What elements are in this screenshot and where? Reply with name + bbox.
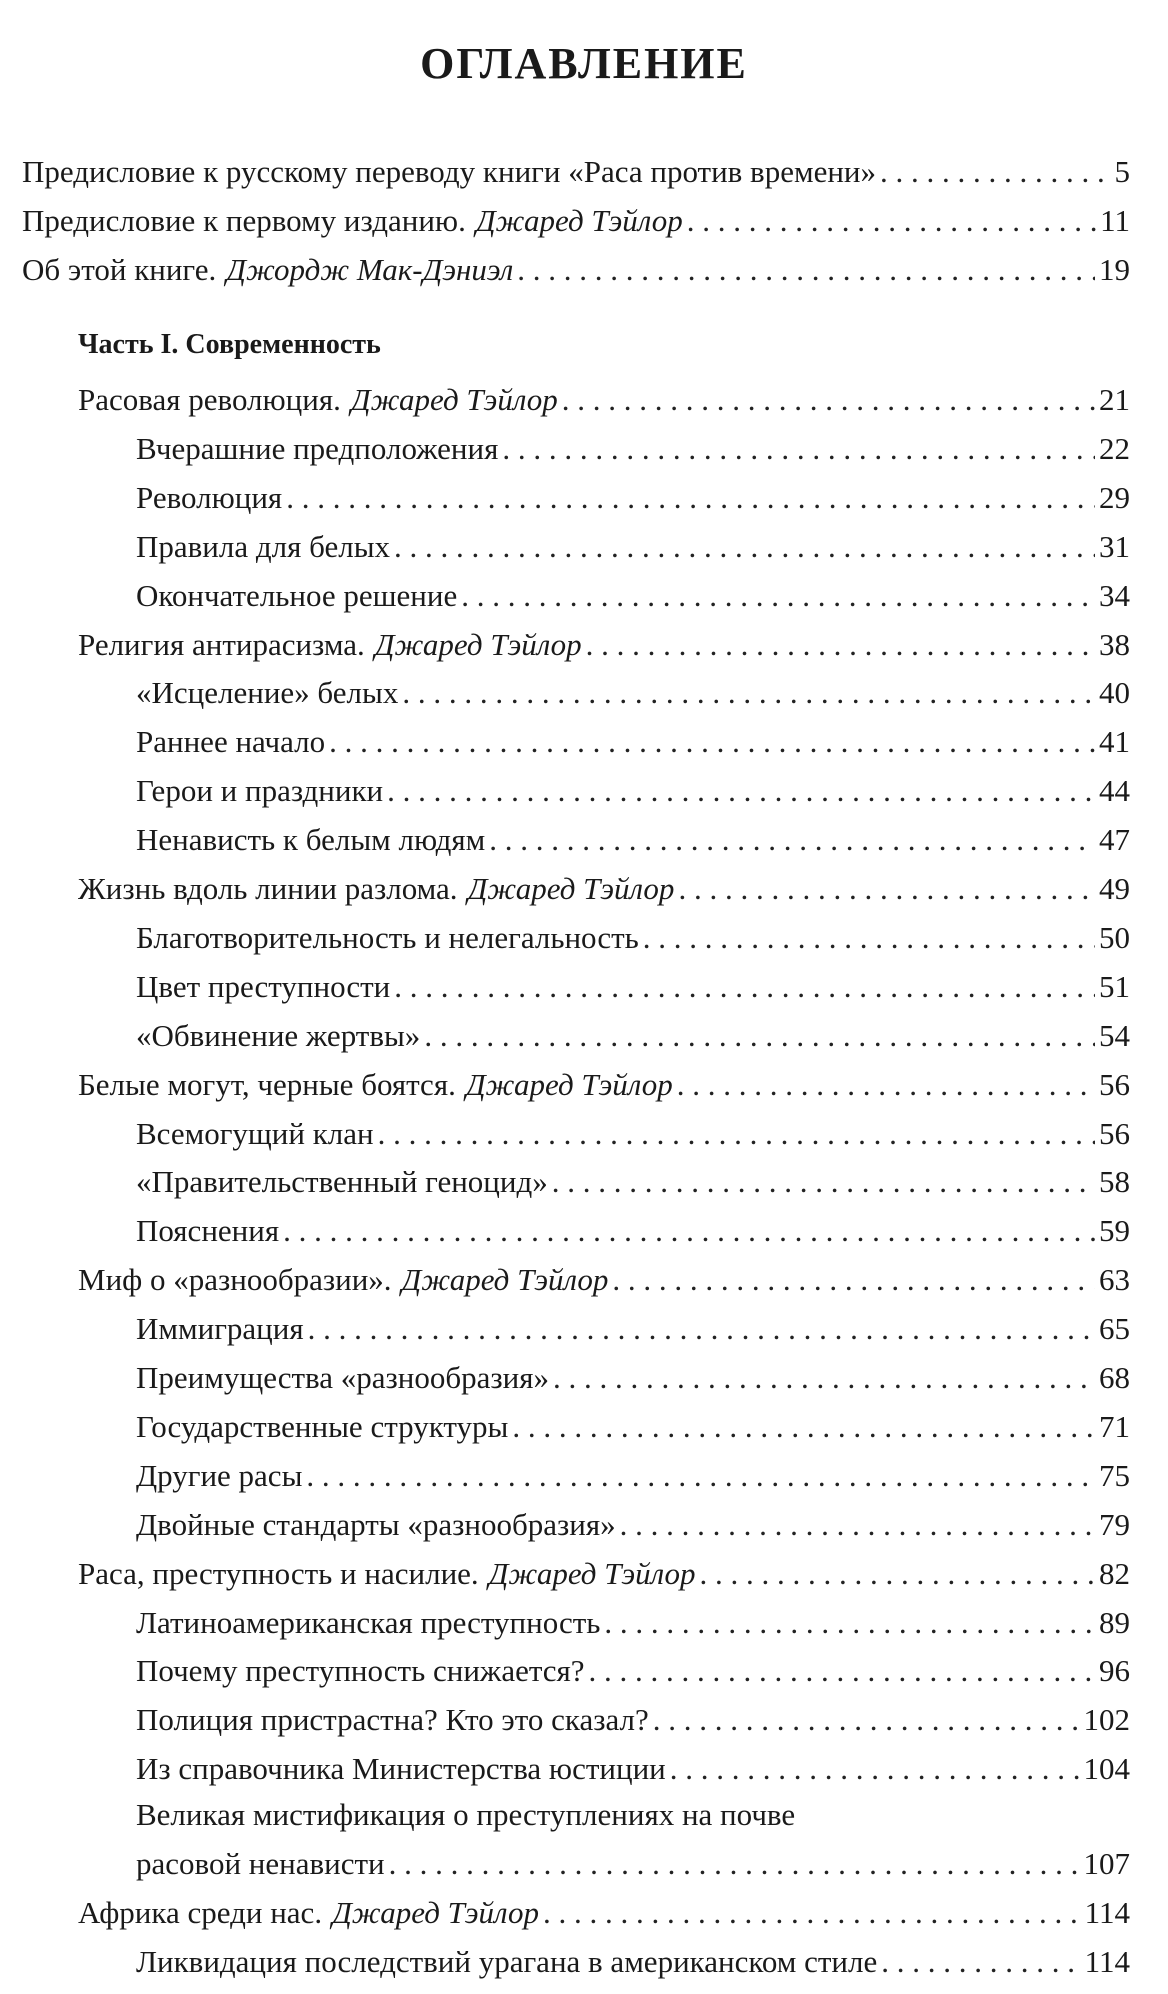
entry-title: Окончательное решение xyxy=(136,577,458,613)
leader-dots xyxy=(394,967,1095,1007)
entry-page: 21 xyxy=(1099,382,1130,417)
leader-dots xyxy=(389,1844,1080,1884)
leader-dots xyxy=(687,201,1096,241)
toc-entry xyxy=(136,1942,1130,1982)
entry-title: Вчерашние предположения xyxy=(136,430,499,466)
leader-dots xyxy=(553,1358,1095,1398)
entry-author: Джаред Тэйлор xyxy=(401,1262,609,1298)
toc-entry xyxy=(136,967,1130,1007)
entry-author: Джаред Тэйлор xyxy=(374,626,582,662)
entry-title: Жизнь вдоль линии разлома. xyxy=(78,871,458,906)
entry-page: 96 xyxy=(1099,1653,1130,1689)
entry-page: 5 xyxy=(1114,154,1130,189)
leader-dots xyxy=(670,1749,1080,1789)
leader-dots xyxy=(394,527,1095,567)
leader-dots xyxy=(387,771,1095,811)
entry-title: Государственные структуры xyxy=(136,1408,509,1444)
entry-page: 65 xyxy=(1099,1311,1130,1347)
leader-dots xyxy=(308,1309,1095,1349)
wrapped-entry-line1: Великая мистификация о преступлениях на почве xyxy=(136,1797,796,1832)
toc-entry xyxy=(136,1407,1130,1447)
entry-title: Об этой книге. xyxy=(22,252,217,287)
toc-entry xyxy=(136,1749,1130,1789)
entry-author: Джордж Мак-Дэниэл xyxy=(226,252,514,287)
leader-dots xyxy=(378,1114,1095,1154)
entry-title: «Исцеление» белых xyxy=(136,675,399,711)
toc-entry xyxy=(78,1260,1130,1300)
entry-page: 11 xyxy=(1100,203,1130,238)
entry-page: 71 xyxy=(1099,1408,1130,1444)
toc-entry xyxy=(136,1651,1130,1691)
entry-title: Миф о «разнообразии». xyxy=(78,1262,392,1298)
entry-author: Джаред Тэйлор xyxy=(465,1066,673,1102)
entry-page: 56 xyxy=(1099,1066,1130,1102)
leader-dots xyxy=(512,1407,1095,1447)
entry-page: 68 xyxy=(1099,1360,1130,1395)
entry-page: 51 xyxy=(1099,968,1130,1004)
leader-dots xyxy=(653,1700,1080,1740)
entry-title: Герои и праздники xyxy=(136,773,384,809)
leader-dots xyxy=(283,1211,1095,1251)
entry-page: 38 xyxy=(1099,626,1130,662)
entry-title: Раннее начало xyxy=(136,724,326,760)
entry-title: Иммиграция xyxy=(136,1311,304,1347)
entry-title: Благотворительность и нелегальность xyxy=(136,919,639,955)
toc-entry xyxy=(78,625,1130,665)
entry-page: 49 xyxy=(1099,871,1130,906)
entry-title: Религия антирасизма. xyxy=(78,626,365,662)
toc-entry xyxy=(136,673,1130,713)
toc-entry xyxy=(136,1114,1130,1154)
toc-entry xyxy=(136,1456,1130,1496)
entry-title: Революция xyxy=(136,479,283,515)
entry-title: «Правительственный геноцид» xyxy=(136,1164,548,1200)
leader-dots xyxy=(502,429,1095,469)
entry-title: Из справочника Министерства юстиции xyxy=(136,1751,666,1787)
entry-title: Преимущества «разнообразия» xyxy=(136,1360,550,1395)
entry-page: 54 xyxy=(1099,1017,1130,1053)
toc-entry xyxy=(136,1700,1130,1740)
entry-page: 47 xyxy=(1099,822,1130,858)
entry-title: Ликвидация последствий урагана в американском стиле xyxy=(136,1944,878,1979)
entry-title: расовой ненависти xyxy=(136,1846,385,1881)
entry-title: Пояснения xyxy=(136,1213,280,1249)
entry-page: 31 xyxy=(1099,528,1130,564)
leader-dots xyxy=(461,576,1095,616)
entry-page: 114 xyxy=(1084,1944,1130,1979)
entry-title: Цвет преступности xyxy=(136,968,391,1004)
leader-dots xyxy=(620,1505,1095,1545)
entry-title: Африка среди нас. xyxy=(78,1895,323,1930)
entry-page: 114 xyxy=(1084,1895,1130,1930)
entry-title: Расовая революция. xyxy=(78,382,341,417)
entry-page: 75 xyxy=(1099,1457,1130,1493)
entry-title: Правила для белых xyxy=(136,528,391,564)
leader-dots xyxy=(286,478,1095,518)
entry-author: Джаред Тэйлор xyxy=(467,871,675,906)
entry-title: Всемогущий клан xyxy=(136,1115,374,1151)
entry-title: Латиноамериканская преступность xyxy=(136,1604,601,1640)
leader-dots xyxy=(678,869,1095,909)
toc-entry xyxy=(136,1358,1130,1398)
toc-entry xyxy=(136,918,1130,958)
toc-entry xyxy=(78,869,1130,909)
toc-entry xyxy=(136,1505,1130,1545)
entry-page: 44 xyxy=(1099,773,1130,809)
toc-entry xyxy=(78,1065,1130,1105)
entry-title: Другие расы xyxy=(136,1457,303,1493)
entry-title: Раса, преступность и насилие. xyxy=(78,1555,479,1591)
leader-dots xyxy=(543,1893,1081,1933)
entry-title: Двойные стандарты «разнообразия» xyxy=(136,1506,616,1542)
entry-page: 63 xyxy=(1099,1262,1130,1298)
entry-page: 104 xyxy=(1083,1751,1130,1787)
leader-dots xyxy=(677,1065,1095,1105)
leader-dots xyxy=(424,1016,1095,1056)
leader-dots xyxy=(643,918,1095,958)
toc-entry xyxy=(22,152,1130,192)
entry-author: Джаред Тэйлор xyxy=(475,203,683,238)
leader-dots xyxy=(552,1162,1095,1202)
leader-dots xyxy=(402,673,1095,713)
toc-entry xyxy=(136,1844,1130,1884)
leader-dots xyxy=(517,250,1095,290)
entry-page: 19 xyxy=(1099,252,1130,287)
part-heading: Часть I. Современность xyxy=(78,329,381,360)
leader-dots xyxy=(700,1554,1095,1594)
entry-page: 56 xyxy=(1099,1115,1130,1151)
entry-title: «Обвинение жертвы» xyxy=(136,1017,421,1053)
entry-page: 107 xyxy=(1083,1846,1130,1881)
leader-dots xyxy=(880,152,1110,192)
entry-title: Полиция пристрастна? Кто это сказал? xyxy=(136,1702,649,1738)
leader-dots xyxy=(306,1456,1095,1496)
entry-page: 50 xyxy=(1099,919,1130,955)
entry-author: Джаред Тэйлор xyxy=(350,382,558,417)
leader-dots xyxy=(586,625,1095,665)
entry-page: 79 xyxy=(1099,1506,1130,1542)
toc-entry xyxy=(22,250,1130,290)
entry-title: Белые могут, черные боятся. xyxy=(78,1066,456,1102)
toc-entry xyxy=(136,527,1130,567)
entry-page: 58 xyxy=(1099,1164,1130,1200)
entry-page: 82 xyxy=(1099,1555,1130,1591)
page-title: ОГЛАВЛЕНИЕ xyxy=(420,39,748,88)
leader-dots xyxy=(612,1260,1095,1300)
entry-author: Джаред Тэйлор xyxy=(332,1895,539,1930)
leader-dots xyxy=(562,380,1095,420)
toc-entry xyxy=(136,1309,1130,1349)
leader-dots xyxy=(881,1942,1080,1982)
entry-title: Ненависть к белым людям xyxy=(136,822,486,858)
toc-entry xyxy=(136,1016,1130,1056)
toc-entry xyxy=(78,1554,1130,1594)
entry-page: 59 xyxy=(1099,1213,1130,1249)
toc-entry xyxy=(78,380,1130,420)
toc-entry xyxy=(22,201,1130,241)
leader-dots xyxy=(589,1651,1095,1691)
leader-dots xyxy=(329,722,1095,762)
entry-page: 29 xyxy=(1099,479,1130,515)
toc-entry xyxy=(136,722,1130,762)
leader-dots xyxy=(489,820,1095,860)
toc-entry xyxy=(136,478,1130,518)
toc-entry xyxy=(136,576,1130,616)
leader-dots xyxy=(604,1603,1095,1643)
entry-author: Джаред Тэйлор xyxy=(488,1555,696,1591)
entry-page: 22 xyxy=(1099,430,1130,466)
toc-entry xyxy=(136,1603,1130,1643)
toc-entry xyxy=(136,771,1130,811)
entry-page: 102 xyxy=(1083,1702,1130,1738)
entry-page: 89 xyxy=(1099,1604,1130,1640)
toc-entry xyxy=(136,1211,1130,1251)
entry-page: 41 xyxy=(1099,724,1130,760)
entry-title: Предисловие к русскому переводу книги «Раса против времени» xyxy=(22,154,877,189)
toc-entry xyxy=(136,429,1130,469)
entry-page: 34 xyxy=(1099,577,1130,613)
entry-title: Предисловие к первому изданию. xyxy=(22,203,466,238)
toc-entry xyxy=(136,1162,1130,1202)
entry-title: Почему преступность снижается? xyxy=(136,1653,585,1689)
toc-entry xyxy=(78,1893,1130,1933)
entry-page: 40 xyxy=(1099,675,1130,711)
toc-entry xyxy=(136,820,1130,860)
